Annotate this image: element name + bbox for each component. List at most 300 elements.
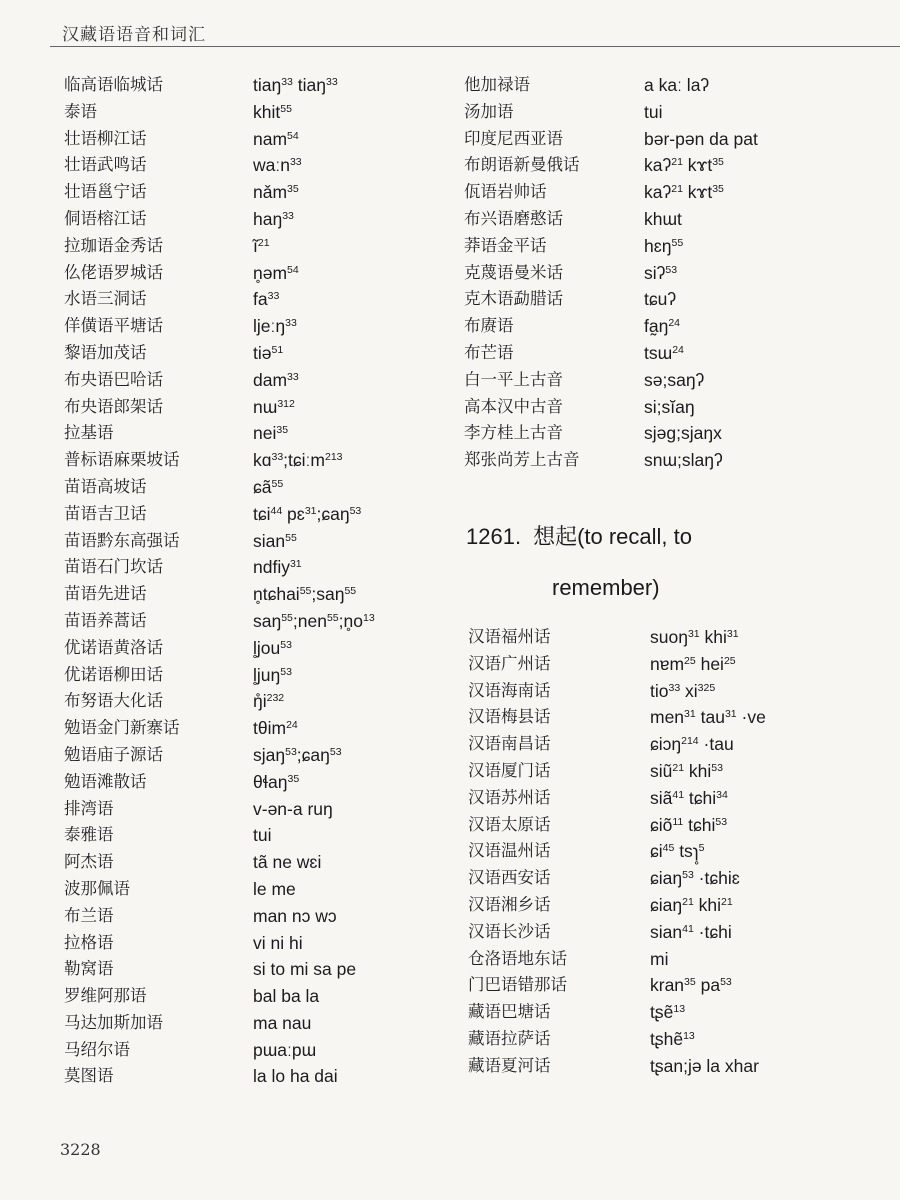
- syllable: men: [650, 707, 685, 728]
- entry-row: [0, 1010, 450, 1037]
- syllable: tio: [650, 680, 669, 701]
- pronunciation: [650, 892, 733, 919]
- syllable: si;sĭaŋ: [644, 396, 695, 417]
- entry-row: [0, 822, 450, 849]
- pronunciation: [644, 233, 683, 260]
- language-name: 汉语西安话: [468, 868, 551, 888]
- syllable: tɕi: [253, 503, 271, 524]
- language-name: 优诺语柳田话: [64, 664, 163, 684]
- pronunciation: [253, 930, 303, 957]
- entry-row: [450, 731, 900, 758]
- syllable: nam: [253, 128, 288, 149]
- pronunciation: [253, 662, 292, 689]
- syllable: ;ɕaŋ: [316, 503, 350, 524]
- syllable: ·ve: [736, 707, 766, 728]
- syllable: pa: [695, 975, 721, 996]
- entry-row: [0, 662, 450, 689]
- right-column-top: [450, 72, 900, 474]
- syllable: n̥tɕhai: [253, 584, 300, 605]
- syllable: ljeːŋ: [253, 316, 286, 337]
- language-name: 汉语长沙话: [468, 921, 551, 941]
- pronunciation: [253, 179, 299, 206]
- syllable: khi: [693, 894, 722, 915]
- pronunciation: [253, 286, 279, 313]
- entry-row: [450, 651, 900, 678]
- pronunciation: [650, 838, 704, 865]
- tone-number: 41: [682, 922, 694, 935]
- language-name: 仫佬语罗城话: [64, 262, 163, 282]
- syllable: ɕiaŋ: [650, 894, 683, 915]
- syllable: ɕiaŋ: [650, 868, 683, 889]
- pronunciation: [253, 876, 296, 903]
- entry-row: [450, 99, 900, 126]
- language-name: 苗语吉卫话: [64, 503, 147, 523]
- syllable: sə;saŋʔ: [644, 369, 705, 390]
- language-name: 白一平上古音: [464, 369, 563, 389]
- pronunciation: [253, 447, 343, 474]
- pronunciation: [253, 1010, 311, 1037]
- tone-number: 53: [682, 869, 694, 882]
- entry-title-line2: remember): [552, 575, 660, 600]
- pronunciation: [644, 313, 680, 340]
- tone-number: 5: [698, 842, 705, 855]
- syllable: siã: [650, 787, 673, 808]
- pronunciation: [650, 785, 728, 812]
- tone-number: 31: [687, 628, 700, 640]
- entry-row: [0, 474, 450, 501]
- tone-number: 53: [715, 815, 728, 828]
- language-name: 苗语黔东高强话: [64, 530, 180, 550]
- entry-row: [0, 206, 450, 233]
- language-name: 勉语庙子源话: [64, 744, 163, 764]
- syllable: tʂẽ: [650, 1002, 674, 1023]
- header-rule: [50, 46, 900, 47]
- syllable: tiaŋ: [292, 75, 326, 95]
- syllable: bal ba la: [253, 986, 320, 1007]
- language-name: 汉语海南话: [468, 680, 551, 700]
- language-name: 汉语湘乡话: [468, 894, 551, 914]
- syllable: ;saŋ: [311, 584, 345, 605]
- pronunciation: [253, 233, 270, 260]
- tone-number: 312: [277, 397, 295, 410]
- syllable: sjəg;sjaŋx: [644, 423, 722, 444]
- entry-row: [450, 812, 900, 839]
- pronunciation: [644, 72, 709, 99]
- syllable: tθim: [253, 718, 287, 739]
- language-name: 排湾语: [64, 798, 114, 818]
- pronunciation: [253, 688, 284, 715]
- syllable: la lo ha dai: [253, 1066, 338, 1087]
- entry-row: [0, 876, 450, 903]
- tone-number: 25: [684, 654, 696, 667]
- syllable: fa: [253, 289, 268, 310]
- tone-number: 21: [721, 895, 733, 908]
- tone-number: 53: [280, 638, 292, 651]
- pronunciation: [253, 474, 283, 501]
- entry-row: [0, 554, 450, 581]
- entry-row: [450, 758, 900, 785]
- tone-number: 31: [304, 504, 317, 517]
- syllable: tiə: [253, 342, 272, 363]
- tone-number: 33: [271, 451, 284, 464]
- entry-row: [450, 624, 900, 651]
- syllable: tã ne wɛi: [253, 852, 322, 873]
- entry-row: [0, 635, 450, 662]
- pronunciation: [253, 367, 299, 394]
- syllable: ·tɕhi: [693, 921, 732, 942]
- entry-row: [450, 972, 900, 999]
- pronunciation: [253, 340, 283, 367]
- language-name: 汉语太原话: [468, 814, 551, 834]
- entry-row: [0, 1037, 450, 1064]
- entry-row: [0, 394, 450, 421]
- pronunciation: [644, 152, 724, 179]
- entry-row: [0, 367, 450, 394]
- language-name: 藏语拉萨话: [468, 1028, 551, 1048]
- entry-row: [0, 179, 450, 206]
- language-name: 苗语石门坎话: [64, 557, 163, 577]
- language-name: 汉语广州话: [468, 653, 551, 673]
- right-column-bottom: [450, 624, 900, 1080]
- pronunciation: [650, 865, 740, 892]
- entry-row: [0, 447, 450, 474]
- syllable: tʂhẽ: [650, 1028, 684, 1049]
- syllable: ·tɕhiɛ: [693, 868, 740, 889]
- tone-number: 53: [280, 665, 292, 678]
- pronunciation: [644, 179, 724, 206]
- entry-row: [0, 233, 450, 260]
- tone-number: 35: [287, 183, 299, 196]
- language-name: 马达加斯加语: [64, 1012, 163, 1032]
- tone-number: 35: [287, 772, 300, 785]
- pronunciation: [253, 313, 297, 340]
- entry-row: [0, 796, 450, 823]
- entry-row: [0, 152, 450, 179]
- entry-row: [0, 742, 450, 769]
- pronunciation: [650, 812, 727, 839]
- entry-row: [0, 528, 450, 555]
- language-name: 莽语金平话: [464, 235, 547, 255]
- page-number: 3228: [60, 1140, 101, 1159]
- pronunciation: [650, 651, 736, 678]
- entry-row: [450, 286, 900, 313]
- tone-number: 13: [683, 1029, 695, 1042]
- tone-number: 33: [287, 370, 299, 383]
- syllable: pɛ: [282, 503, 305, 524]
- entry-row: [450, 179, 900, 206]
- language-name: 苗语高坡话: [64, 476, 147, 496]
- pronunciation: [650, 678, 715, 705]
- entry-row: [450, 72, 900, 99]
- pronunciation: [253, 822, 271, 849]
- pronunciation: [644, 340, 684, 367]
- syllable: ɕiõ: [650, 814, 673, 835]
- entry-row: [450, 206, 900, 233]
- left-column: [0, 72, 450, 1090]
- entry-row: [0, 501, 450, 528]
- tone-number: 54: [287, 263, 299, 276]
- syllable: tui: [644, 101, 663, 122]
- tone-number: 33: [267, 290, 280, 303]
- tone-number: 53: [665, 263, 678, 276]
- syllable: ;nen: [292, 610, 327, 631]
- syllable: n̥əm: [253, 262, 288, 283]
- entry-row: [450, 1053, 900, 1080]
- syllable: kɑ: [253, 450, 272, 471]
- pronunciation: [253, 608, 375, 635]
- tone-number: 25: [723, 654, 736, 667]
- tone-number: 33: [281, 76, 293, 88]
- pronunciation: [253, 581, 356, 608]
- entry-row: [450, 152, 900, 179]
- pronunciation: [253, 635, 292, 662]
- syllable: mi: [650, 948, 669, 969]
- tone-number: 33: [285, 317, 297, 330]
- entry-heading: [466, 520, 886, 601]
- pronunciation: [644, 260, 677, 287]
- syllable: sjaŋ: [253, 744, 286, 765]
- tone-number: 53: [329, 745, 342, 758]
- syllable: ĩ: [253, 235, 258, 256]
- syllable: ·tau: [698, 734, 734, 755]
- syllable: ŋ̊i: [253, 691, 267, 712]
- tone-number: 54: [287, 129, 299, 142]
- syllable: khit: [253, 101, 281, 122]
- syllable: kaʔ: [644, 155, 672, 176]
- syllable: ɕi: [650, 841, 663, 862]
- pronunciation: [650, 946, 668, 973]
- pronunciation: [253, 72, 338, 99]
- entry-row: [0, 99, 450, 126]
- tone-number: 31: [289, 558, 302, 571]
- tone-number: 24: [672, 343, 684, 356]
- entry-row: [0, 126, 450, 153]
- entry-row: [0, 849, 450, 876]
- tone-number: 21: [671, 183, 683, 196]
- syllable: ;tɕiːm: [283, 450, 325, 471]
- entry-row: [450, 704, 900, 731]
- syllable: si to mi sa pe: [253, 959, 357, 980]
- language-name: 布兰语: [64, 905, 114, 925]
- entry-row: [450, 1026, 900, 1053]
- pronunciation: [650, 972, 732, 999]
- language-name: 佤语岩帅话: [464, 182, 547, 202]
- syllable: tʂan;jə la xhar: [650, 1055, 759, 1076]
- pronunciation: [253, 1063, 338, 1090]
- tone-number: 35: [684, 976, 696, 989]
- pronunciation: [253, 554, 302, 581]
- entry-row: [0, 769, 450, 796]
- tone-number: 41: [672, 788, 685, 801]
- entry-row: [450, 678, 900, 705]
- tone-number: 24: [286, 719, 298, 732]
- entry-row: [450, 999, 900, 1026]
- language-name: 阿杰语: [64, 852, 114, 872]
- pronunciation: [253, 206, 294, 233]
- pronunciation: [644, 126, 758, 153]
- tone-number: 21: [672, 761, 685, 774]
- tone-number: 325: [697, 681, 716, 694]
- language-name: 高本汉中古音: [464, 396, 563, 416]
- tone-number: 35: [276, 424, 289, 437]
- pronunciation: [253, 1037, 316, 1064]
- tone-number: 24: [668, 317, 681, 330]
- tone-number: 33: [668, 681, 681, 694]
- pronunciation: [253, 742, 342, 769]
- language-name: 莫图语: [64, 1066, 114, 1086]
- syllable: xi: [680, 680, 698, 701]
- tone-number: 21: [257, 236, 270, 249]
- pronunciation: [253, 769, 299, 796]
- entry-row: [450, 838, 900, 865]
- pronunciation: [253, 715, 298, 742]
- language-name: 苗语养蒿话: [64, 610, 147, 630]
- language-name: 勒窝语: [64, 959, 114, 979]
- syllable: θɬaŋ: [253, 771, 288, 792]
- tone-number: 33: [325, 76, 338, 88]
- syllable: l̥jou: [253, 637, 281, 658]
- syllable: kɤt: [682, 155, 713, 176]
- syllable: snɯ;slaŋʔ: [644, 450, 723, 471]
- language-name: 拉格语: [64, 932, 114, 952]
- entry-row: [0, 608, 450, 635]
- entry-row: [450, 420, 900, 447]
- pronunciation: [644, 206, 682, 233]
- pronunciation: [253, 420, 288, 447]
- language-name: 汉语厦门话: [468, 760, 551, 780]
- syllable: tau: [695, 707, 725, 728]
- language-name: 汉语温州话: [468, 841, 551, 861]
- tone-number: 214: [681, 735, 699, 748]
- pronunciation: [650, 919, 732, 946]
- syllable: hɛŋ: [644, 235, 672, 256]
- pronunciation: [650, 758, 723, 785]
- language-name: 马绍尔语: [64, 1039, 130, 1059]
- entry-row: [450, 367, 900, 394]
- syllable: l̥juŋ: [253, 664, 281, 685]
- syllable: siʔ: [644, 262, 666, 283]
- language-name: 拉珈语金秀话: [64, 235, 163, 255]
- syllable: v-ən-a ruŋ: [253, 798, 333, 819]
- language-name: 苗语先进话: [64, 584, 147, 604]
- entry-row: [0, 581, 450, 608]
- pronunciation: [253, 99, 292, 126]
- language-name: 汤加语: [464, 101, 514, 121]
- syllable: khɯt: [644, 208, 682, 229]
- entry-row: [450, 865, 900, 892]
- tone-number: 53: [349, 504, 362, 517]
- language-name: 布兴语磨憨话: [464, 208, 563, 228]
- tone-number: 34: [716, 788, 728, 801]
- language-name: 壮语邕宁话: [64, 182, 147, 202]
- syllable: tsɿ̥: [674, 841, 699, 862]
- syllable: nei: [253, 423, 277, 444]
- entry-row: [0, 313, 450, 340]
- pronunciation: [253, 260, 299, 287]
- tone-number: 55: [299, 585, 312, 598]
- language-name: 门巴语错那话: [468, 975, 567, 995]
- language-name: 泰雅语: [64, 825, 114, 845]
- entry-row: [450, 785, 900, 812]
- entry-row: [0, 420, 450, 447]
- language-name: 侗语榕江话: [64, 208, 147, 228]
- pronunciation: [650, 731, 734, 758]
- tone-number: 55: [271, 477, 284, 490]
- tone-number: 35: [712, 156, 724, 169]
- entry-row: [450, 447, 900, 474]
- language-name: 汉语苏州话: [468, 787, 551, 807]
- tone-number: 53: [711, 761, 723, 774]
- syllable: ɕã: [253, 476, 272, 497]
- syllable: man nɔ wɔ: [253, 905, 337, 926]
- syllable: tui: [253, 825, 272, 846]
- pronunciation: [644, 99, 662, 126]
- entry-row: [450, 233, 900, 260]
- entry-row: [0, 688, 450, 715]
- pronunciation: [644, 420, 722, 447]
- entry-row: [450, 946, 900, 973]
- running-header: 汉藏语语音和词汇: [62, 25, 206, 45]
- language-name: 布朗语新曼俄话: [464, 155, 580, 175]
- language-name: 印度尼西亚语: [464, 128, 563, 148]
- entry-row: [0, 956, 450, 983]
- language-name: 郑张尚芳上古音: [464, 450, 580, 470]
- language-name: 汉语梅县话: [468, 707, 551, 727]
- language-name: 泰语: [64, 101, 97, 121]
- tone-number: 55: [281, 611, 293, 624]
- syllable: sian: [253, 530, 286, 551]
- tone-number: 45: [662, 842, 675, 855]
- language-name: 藏语巴塘话: [468, 1002, 551, 1022]
- pronunciation: [253, 501, 361, 528]
- syllable: dam: [253, 369, 288, 390]
- language-name: 布央语郎架话: [64, 396, 163, 416]
- tone-number: 21: [671, 156, 683, 169]
- tone-number: 31: [724, 708, 737, 721]
- language-name: 临高语临城话: [64, 75, 163, 94]
- language-name: 藏语夏河话: [468, 1055, 551, 1075]
- language-name: 克蔑语曼米话: [464, 262, 563, 282]
- pronunciation: [650, 704, 766, 731]
- syllable: khi: [699, 627, 727, 647]
- entry-row: [0, 1063, 450, 1090]
- syllable: le me: [253, 878, 296, 899]
- syllable: nɯ: [253, 396, 278, 417]
- language-name: 汉语福州话: [468, 627, 551, 646]
- language-name: 壮语武鸣话: [64, 155, 147, 175]
- entry-row: [450, 340, 900, 367]
- tone-number: 31: [684, 708, 696, 721]
- syllable: kɤt: [682, 182, 713, 203]
- tone-number: 55: [326, 611, 339, 624]
- entry-row: [0, 340, 450, 367]
- language-name: 波那佩语: [64, 878, 130, 898]
- syllable: tɕhi: [683, 814, 716, 835]
- language-name: 罗维阿那语: [64, 986, 147, 1006]
- language-name: 优诺语黄洛话: [64, 637, 163, 657]
- entry-row: [0, 715, 450, 742]
- language-name: 仓洛语地东话: [468, 948, 567, 968]
- tone-number: 33: [282, 209, 294, 222]
- language-name: 普标语麻栗坡话: [64, 450, 180, 470]
- pronunciation: [644, 447, 723, 474]
- syllable: ma nau: [253, 1012, 312, 1033]
- language-name: 布赓语: [464, 316, 514, 336]
- entry-row: [0, 72, 450, 99]
- tone-number: 13: [362, 611, 375, 624]
- language-name: 勉语滩散话: [64, 771, 147, 791]
- pronunciation: [650, 1026, 695, 1053]
